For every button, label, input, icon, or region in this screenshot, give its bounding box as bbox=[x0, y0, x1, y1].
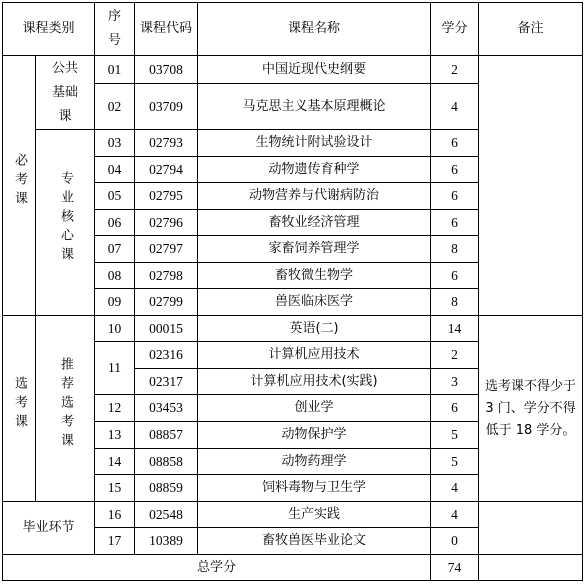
row-code: 03709 bbox=[135, 84, 198, 130]
total-row bbox=[3, 555, 583, 581]
row-credit: 8 bbox=[431, 289, 479, 316]
row-name: 畜牧微生物学 bbox=[198, 263, 431, 289]
row-name: 动物遗传育种学 bbox=[198, 157, 431, 183]
page bbox=[2, 2, 583, 581]
row-credit: 4 bbox=[431, 84, 479, 130]
group-graduation: 毕业环节 bbox=[3, 502, 95, 555]
header-code: 课程代码 bbox=[135, 3, 198, 56]
row-code: 02795 bbox=[135, 183, 198, 210]
row-name: 动物保护学 bbox=[198, 422, 431, 449]
row-code: 03453 bbox=[135, 395, 198, 422]
row-name: 马克思主义基本原理概论 bbox=[198, 84, 431, 130]
row-seq: 09 bbox=[95, 289, 135, 316]
group-public-basic: 公共基础课 bbox=[36, 56, 95, 130]
row-seq: 10 bbox=[95, 316, 135, 342]
total-label: 总学分 bbox=[3, 555, 431, 581]
row-name: 英语(二) bbox=[198, 316, 431, 342]
row-credit: 6 bbox=[431, 210, 479, 236]
row-name: 畜牧兽医毕业论文 bbox=[198, 528, 431, 555]
row-credit: 0 bbox=[431, 528, 479, 555]
row-credit: 3 bbox=[431, 369, 479, 395]
row-code: 02793 bbox=[135, 130, 198, 157]
row-name: 中国近现代史纲要 bbox=[198, 56, 431, 84]
row-code: 02317 bbox=[135, 369, 198, 395]
row-name: 计算机应用技术 bbox=[198, 342, 431, 369]
row-credit: 4 bbox=[431, 502, 479, 528]
row-seq: 04 bbox=[95, 157, 135, 183]
total-credit: 74 bbox=[431, 555, 479, 581]
note-graduation bbox=[479, 502, 583, 555]
row-credit: 2 bbox=[431, 56, 479, 84]
row-name: 计算机应用技术(实践) bbox=[198, 369, 431, 395]
header-seq: 序号 bbox=[95, 3, 135, 56]
table-row bbox=[3, 316, 583, 342]
row-credit: 6 bbox=[431, 183, 479, 210]
row-code: 10389 bbox=[135, 528, 198, 555]
row-credit: 6 bbox=[431, 395, 479, 422]
row-name: 生物统计附试验设计 bbox=[198, 130, 431, 157]
row-code: 02794 bbox=[135, 157, 198, 183]
row-seq: 03 bbox=[95, 130, 135, 157]
row-name: 动物营养与代谢病防治 bbox=[198, 183, 431, 210]
row-seq: 11 bbox=[95, 342, 135, 395]
header-credit: 学分 bbox=[431, 3, 479, 56]
header-note: 备注 bbox=[479, 3, 583, 56]
row-code: 08858 bbox=[135, 449, 198, 475]
header-category: 课程类别 bbox=[3, 3, 95, 56]
row-name: 兽医临床医学 bbox=[198, 289, 431, 316]
row-credit: 6 bbox=[431, 263, 479, 289]
row-seq: 05 bbox=[95, 183, 135, 210]
row-code: 00015 bbox=[135, 316, 198, 342]
row-seq: 06 bbox=[95, 210, 135, 236]
group-recommended-elective: 推荐选考课 bbox=[36, 316, 95, 502]
row-credit: 8 bbox=[431, 236, 479, 263]
group-required: 必考课 bbox=[3, 56, 36, 316]
row-code: 02799 bbox=[135, 289, 198, 316]
row-code: 02797 bbox=[135, 236, 198, 263]
row-name: 创业学 bbox=[198, 395, 431, 422]
row-seq: 12 bbox=[95, 395, 135, 422]
row-name: 家畜饲养管理学 bbox=[198, 236, 431, 263]
row-name: 生产实践 bbox=[198, 502, 431, 528]
row-seq: 17 bbox=[95, 528, 135, 555]
row-credit: 6 bbox=[431, 157, 479, 183]
row-seq: 14 bbox=[95, 449, 135, 475]
row-code: 03708 bbox=[135, 56, 198, 84]
course-table bbox=[2, 2, 583, 581]
group-elective: 选考课 bbox=[3, 316, 36, 502]
row-credit: 2 bbox=[431, 342, 479, 369]
row-code: 08859 bbox=[135, 475, 198, 502]
total-note bbox=[479, 555, 583, 581]
elective-note: 选考课不得少于 3 门、学分不得低于 18 学分。 bbox=[479, 316, 583, 502]
row-credit: 5 bbox=[431, 449, 479, 475]
row-seq: 16 bbox=[95, 502, 135, 528]
row-credit: 14 bbox=[431, 316, 479, 342]
row-seq: 01 bbox=[95, 56, 135, 84]
row-seq: 07 bbox=[95, 236, 135, 263]
row-credit: 5 bbox=[431, 422, 479, 449]
header-row bbox=[3, 3, 583, 56]
table-row bbox=[3, 56, 583, 84]
row-name: 饲料毒物与卫生学 bbox=[198, 475, 431, 502]
note-required bbox=[479, 56, 583, 316]
row-name: 动物药理学 bbox=[198, 449, 431, 475]
row-code: 02548 bbox=[135, 502, 198, 528]
row-seq: 02 bbox=[95, 84, 135, 130]
row-code: 08857 bbox=[135, 422, 198, 449]
table-row bbox=[3, 502, 583, 528]
row-credit: 6 bbox=[431, 130, 479, 157]
row-code: 02796 bbox=[135, 210, 198, 236]
group-major-core: 专业核心课 bbox=[36, 130, 95, 316]
header-name: 课程名称 bbox=[198, 3, 431, 56]
row-code: 02798 bbox=[135, 263, 198, 289]
row-seq: 13 bbox=[95, 422, 135, 449]
row-seq: 08 bbox=[95, 263, 135, 289]
row-name: 畜牧业经济管理 bbox=[198, 210, 431, 236]
row-seq: 15 bbox=[95, 475, 135, 502]
row-code: 02316 bbox=[135, 342, 198, 369]
row-credit: 4 bbox=[431, 475, 479, 502]
